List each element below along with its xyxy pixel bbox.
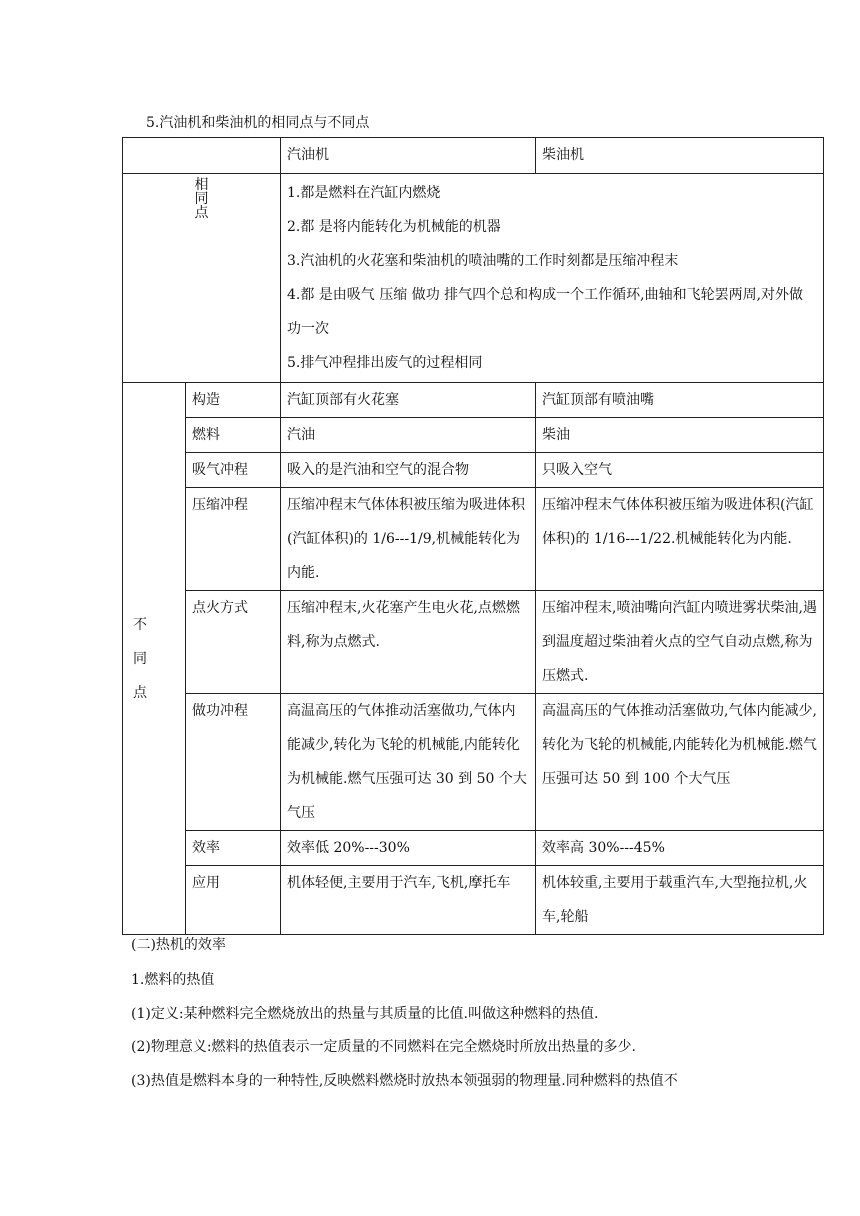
subheading-efficiency: (二)热机的效率 [131,937,226,953]
same-points-row [123,174,824,383]
same-point: 2.都 是将内能转化为机械能的机器 [287,219,501,235]
row-label: 效率 [186,831,281,866]
same-points-label: 相 同 点 [123,174,281,383]
row-label: 点火方式 [186,591,281,694]
gasoline-cell: 吸入的是汽油和空气的混合物 [281,453,536,488]
same-point: 1.都是燃料在汽缸内燃烧 [287,185,441,201]
diff-row [123,591,824,694]
diesel-cell: 效率高 30%---45% [536,831,824,866]
gasoline-cell: 压缩冲程末,火花塞产生电火花,点燃燃料,称为点燃式. [281,591,536,694]
row-label: 压缩冲程 [186,488,281,591]
diesel-cell: 压缩冲程末,喷油嘴向汽缸内喷进雾状柴油,遇到温度超过柴油着火点的空气自动点燃,称为压燃式. [536,591,824,694]
header-row [123,138,824,174]
property-text: (3)热值是燃料本身的一种特性,反映燃料燃烧时放热本领强弱的物理量.同种燃料的热值不 [131,1073,678,1089]
gasoline-cell: 压缩冲程末气体体积被压缩为吸进体积(汽缸体积)的 1/6---1/9,机械能转化为内能. [281,488,536,591]
row-label: 构造 [186,383,281,418]
header-blank-cell [123,138,281,174]
same-point: 5.排气冲程排出废气的过程相同 [287,355,483,371]
diesel-cell: 只吸入空气 [536,453,824,488]
same-point: 3.汽油机的火花塞和柴油机的喷油嘴的工作时刻都是压缩冲程末 [287,253,679,269]
diff-row [123,383,824,418]
section-title: 5.汽油机和柴油机的相同点与不同点 [146,115,370,131]
gasoline-cell: 高温高压的气体推动活塞做功,气体内能减少,转化为飞轮的机械能,内能转化为机械能.燃气压强可达 30 到 50 个大气压 [281,694,536,831]
diff-row [123,453,824,488]
diff-row [123,418,824,453]
gasoline-cell: 汽缸顶部有火花塞 [281,383,536,418]
header-gasoline: 汽油机 [281,138,536,174]
item-heat-value: 1.燃料的热值 [131,972,215,988]
diff-row [123,831,824,866]
row-label: 做功冲程 [186,694,281,831]
diff-row [123,694,824,831]
definition-text: (1)定义:某种燃料完全燃烧放出的热量与其质量的比值.叫做这种燃料的热值. [131,1006,599,1022]
gasoline-cell: 机体轻便,主要用于汽车,飞机,摩托车 [281,866,536,935]
meaning-text: (2)物理意义:燃料的热值表示一定质量的不同燃料在完全燃烧时所放出热量的多少. [131,1039,636,1055]
diff-row [123,866,824,935]
same-point: 4.都 是由吸气 压缩 做功 排气四个总和构成一个工作循环,曲轴和飞轮罢两周,对外做功一次 [287,287,804,337]
diesel-cell: 汽缸顶部有喷油嘴 [536,383,824,418]
header-diesel: 柴油机 [536,138,824,174]
diesel-cell: 机体较重,主要用于载重汽车,大型拖拉机,火车,轮船 [536,866,824,935]
gasoline-cell: 效率低 20%---30% [281,831,536,866]
diesel-cell: 高温高压的气体推动活塞做功,气体内能减少,转化为飞轮的机械能,内能转化为机械能.燃气压强可达 50 到 100 个大气压 [536,694,824,831]
gasoline-cell: 汽油 [281,418,536,453]
same-points-list [281,174,824,383]
row-label: 燃料 [186,418,281,453]
diff-row [123,488,824,591]
diesel-cell: 柴油 [536,418,824,453]
comparison-table [122,137,824,935]
diff-points-label: 不 同 点 [123,383,186,935]
diesel-cell: 压缩冲程末气体体积被压缩为吸进体积(汽缸体积)的 1/16---1/22.机械能转化为内能. [536,488,824,591]
row-label: 应用 [186,866,281,935]
row-label: 吸气冲程 [186,453,281,488]
